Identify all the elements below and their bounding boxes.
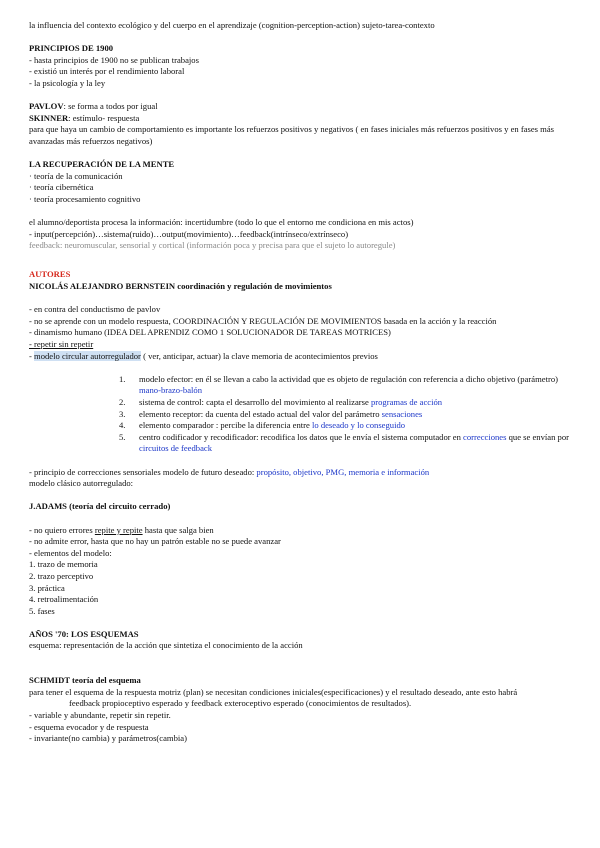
list-item-text: elemento receptor: da cuenta del estado actual del valor del parámetro (139, 408, 382, 419)
modelo-dash: - (29, 350, 35, 361)
correcciones-line (29, 467, 577, 479)
correcciones-highlight: propósito, objetivo, PMG, memoria e información (256, 466, 430, 477)
schmidt-item: - invariante(no cambia) y parámetros(cambia) (29, 733, 187, 744)
adams-underlined: repite y repite (94, 524, 143, 535)
adams-text: - no quiero errores (29, 524, 95, 535)
alumno-line: el alumno/deportista procesa la información: incertidumbre (todo lo que el entorno me condiciona en mis actos) (29, 217, 414, 228)
adams-element: 4. retroalimentación (29, 594, 99, 605)
bernstein-heading: NICOLÁS ALEJANDRO BERNSTEIN coordinación y regulación de movimientos (29, 281, 332, 292)
list-item (29, 432, 577, 455)
input-output-line: - input(percepción)…sistema(ruido)…output(movimiento)…feedback(intrínseco/extrínseco) (29, 228, 349, 239)
feedback-line: feedback: neuromuscular, sensorial y cortical (información poca y precisa para que el sujeto lo autoregule) (29, 240, 396, 251)
schmidt-item: - esquema evocador y de respuesta (29, 721, 149, 732)
recuperacion-item: · teoría cibernética (29, 182, 94, 193)
modelo-circular-highlight: modelo circular autorregulador (34, 350, 141, 361)
list-item-highlight: sensaciones (381, 408, 423, 419)
esquemas-heading: AÑOS '70: LOS ESQUEMAS (29, 628, 139, 639)
adams-text: hasta que salga bien (142, 524, 214, 535)
principios-item: - hasta principios de 1900 no se publican trabajos (29, 54, 199, 65)
adams-element: 1. trazo de memoria (29, 559, 98, 570)
list-number: 4. (119, 420, 126, 431)
skinner-text: : estímulo- respuesta (68, 112, 140, 123)
list-item-text: elemento comparador : percibe la diferencia entre (139, 420, 312, 431)
list-item-text: que se envían por (506, 431, 569, 442)
recuperacion-item: · teoría de la comunicación (29, 170, 123, 181)
principios-item: - la psicología y la ley (29, 77, 106, 88)
principios-heading: PRINCIPIOS DE 1900 (29, 43, 114, 54)
schmidt-item: - variable y abundante, repetir sin repetir. (29, 710, 171, 721)
schmidt-line: feedback propioceptivo esperado y feedback exteroceptivo esperado (conocimientos de resultados). (69, 698, 412, 709)
document-page (29, 20, 577, 745)
adams-element: 2. trazo perceptivo (29, 570, 94, 581)
list-item-highlight: lo deseado y lo conseguido (311, 420, 406, 431)
recuperacion-heading: LA RECUPERACIÓN DE LA MENTE (29, 159, 175, 170)
modelo-elements-list (29, 374, 577, 455)
list-item (29, 397, 577, 409)
correcciones-text: - principio de correcciones sensoriales modelo de futuro deseado: (29, 466, 257, 477)
modelo-circular-line (29, 351, 577, 363)
bernstein-item: - no se aprende con un modelo respuesta, COORDINACIÓN Y REGULACIÓN DE MOVIMIENTOS basada en la acción y la reacción (29, 315, 497, 326)
list-item (29, 374, 577, 397)
adams-heading: J.ADAMS (teoría del circuito cerrado) (29, 501, 171, 512)
skinner-line (29, 113, 577, 125)
list-number: 1. (119, 373, 126, 384)
autores-heading: AUTORES (29, 269, 71, 280)
adams-line: - no admite error, hasta que no hay un patrón estable no se puede avanzar (29, 536, 281, 547)
bernstein-item: - en contra del conductismo de pavlov (29, 304, 161, 315)
schmidt-heading: SCHMIDT teoría del esquema (29, 675, 141, 686)
list-item-text: modelo efector: en él se llevan a cabo la actividad que es objeto de regulación con referencia a dicho objetivo (parámetro) (139, 373, 558, 384)
list-item (29, 420, 577, 432)
pavlov-name: PAVLOV (29, 101, 64, 112)
intro-text: la influencia del contexto ecológico y del cuerpo en el aprendizaje (cognition-perception-action) sujeto-tarea-contexto (29, 20, 435, 30)
list-item-text: sistema de control: capta el desarrollo del movimiento al realizarse (139, 397, 371, 407)
list-item-highlight: correcciones (463, 431, 507, 442)
list-item-text: centro codificador y recodificador: recodifica los datos que le envía el sistema computador en (139, 431, 464, 442)
adams-element: 5. fases (29, 605, 55, 616)
adams-line (29, 525, 577, 537)
esquemas-text: esquema: representación de la acción que sintetiza el conocimiento de la acción (29, 640, 303, 651)
skinner-detail: para que haya un cambio de comportamiento es importante los refuerzos positivos y negativos ( en fases iniciales más refuerzos positivos y en fases más avanzadas más refuerzos negativos) (29, 124, 555, 146)
list-item-highlight: circuitos de feedback (139, 443, 213, 454)
list-number: 5. (119, 431, 126, 442)
pavlov-line (29, 101, 577, 113)
skinner-name: SKINNER (29, 112, 69, 123)
list-item-highlight: programas de acción (370, 397, 443, 407)
list-item (29, 409, 577, 421)
list-number: 2. (119, 397, 126, 407)
modelo-clasico-line: modelo clásico autorregulado: (29, 478, 134, 489)
bernstein-item: - dinamismo humano (IDEA DEL APRENDIZ COMO 1 SOLUCIONADOR DE TAREAS MOTRICES) (29, 327, 391, 338)
modelo-circular-rest: ( ver, anticipar, actuar) la clave memoria de acontecimientos previos (140, 350, 378, 361)
adams-line: - elementos del modelo: (29, 547, 112, 558)
pavlov-text: : se forma a todos por igual (63, 101, 158, 112)
adams-element: 3. práctica (29, 582, 65, 593)
repetir-line: - repetir sin repetir (29, 339, 94, 350)
list-item-highlight: mano-brazo-balón (139, 385, 202, 396)
principios-item: - existió un interés por el rendimiento laboral (29, 66, 185, 77)
list-number: 3. (119, 408, 126, 419)
schmidt-line: para tener el esquema de la respuesta motriz (plan) se necesitan condiciones iniciales(especificaciones) y el resultado deseado, ante esto habrá (29, 686, 518, 697)
recuperacion-item: · teoría procesamiento cognitivo (29, 193, 141, 204)
